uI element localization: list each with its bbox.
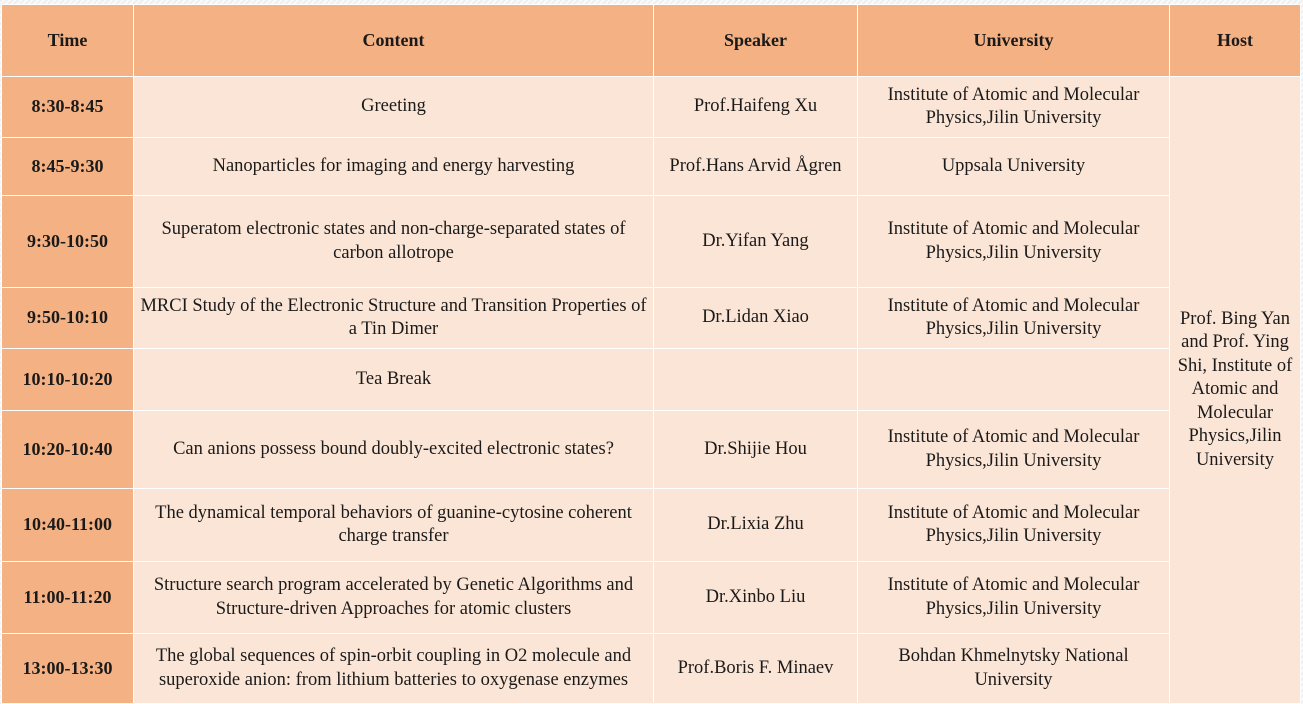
- header-speaker: Speaker: [654, 5, 858, 77]
- row-content: MRCI Study of the Electronic Structure and Transition Properties of a Tin Dimer: [134, 288, 654, 349]
- row-speaker: Prof.Haifeng Xu: [654, 77, 858, 138]
- row-content: The dynamical temporal behaviors of guanine-cytosine coherent charge transfer: [134, 489, 654, 562]
- table-row: [2, 489, 1301, 562]
- row-content: The global sequences of spin-orbit coupling in O2 molecule and superoxide anion: from lithium batteries to oxygenase enzymes: [134, 634, 654, 704]
- table-row: [2, 562, 1301, 634]
- row-speaker: Dr.Xinbo Liu: [654, 562, 858, 634]
- row-university: Institute of Atomic and Molecular Physics,Jilin University: [858, 288, 1170, 349]
- row-speaker: Prof.Boris F. Minaev: [654, 634, 858, 704]
- header-row: [2, 5, 1301, 77]
- schedule-table: [1, 4, 1301, 704]
- row-time: 9:30-10:50: [2, 196, 134, 288]
- row-speaker: Dr.Lidan Xiao: [654, 288, 858, 349]
- table-row: [2, 411, 1301, 489]
- row-time: 11:00-11:20: [2, 562, 134, 634]
- row-university: [858, 349, 1170, 411]
- table-row: [2, 634, 1301, 704]
- header-host: Host: [1170, 5, 1301, 77]
- row-time: 10:10-10:20: [2, 349, 134, 411]
- host-cell: Prof. Bing Yan and Prof. Ying Shi, Institute of Atomic and Molecular Physics,Jilin University: [1170, 77, 1301, 704]
- row-speaker: [654, 349, 858, 411]
- table-row: [2, 196, 1301, 288]
- table-row: [2, 77, 1301, 138]
- row-time: 8:45-9:30: [2, 138, 134, 196]
- header-university: University: [858, 5, 1170, 77]
- row-speaker: Dr.Yifan Yang: [654, 196, 858, 288]
- table-row: [2, 288, 1301, 349]
- row-content: Can anions possess bound doubly-excited electronic states?: [134, 411, 654, 489]
- row-time: 10:20-10:40: [2, 411, 134, 489]
- row-university: Institute of Atomic and Molecular Physics,Jilin University: [858, 411, 1170, 489]
- row-content: Structure search program accelerated by Genetic Algorithms and Structure-driven Approaches for atomic clusters: [134, 562, 654, 634]
- row-speaker: Dr.Lixia Zhu: [654, 489, 858, 562]
- row-time: 8:30-8:45: [2, 77, 134, 138]
- row-content: Nanoparticles for imaging and energy harvesting: [134, 138, 654, 196]
- row-university: Institute of Atomic and Molecular Physics,Jilin University: [858, 489, 1170, 562]
- row-university: Institute of Atomic and Molecular Physics,Jilin University: [858, 77, 1170, 138]
- row-time: 13:00-13:30: [2, 634, 134, 704]
- table-row: [2, 138, 1301, 196]
- row-university: Institute of Atomic and Molecular Physics,Jilin University: [858, 196, 1170, 288]
- row-time: 10:40-11:00: [2, 489, 134, 562]
- row-time: 9:50-10:10: [2, 288, 134, 349]
- row-university: Institute of Atomic and Molecular Physics,Jilin University: [858, 562, 1170, 634]
- row-university: Uppsala University: [858, 138, 1170, 196]
- table-row: [2, 349, 1301, 411]
- row-speaker: Prof.Hans Arvid Ågren: [654, 138, 858, 196]
- header-time: Time: [2, 5, 134, 77]
- row-content: Greeting: [134, 77, 654, 138]
- row-speaker: Dr.Shijie Hou: [654, 411, 858, 489]
- header-content: Content: [134, 5, 654, 77]
- row-content: Superatom electronic states and non-charge-separated states of carbon allotrope: [134, 196, 654, 288]
- row-content: Tea Break: [134, 349, 654, 411]
- row-university: Bohdan Khmelnytsky National University: [858, 634, 1170, 704]
